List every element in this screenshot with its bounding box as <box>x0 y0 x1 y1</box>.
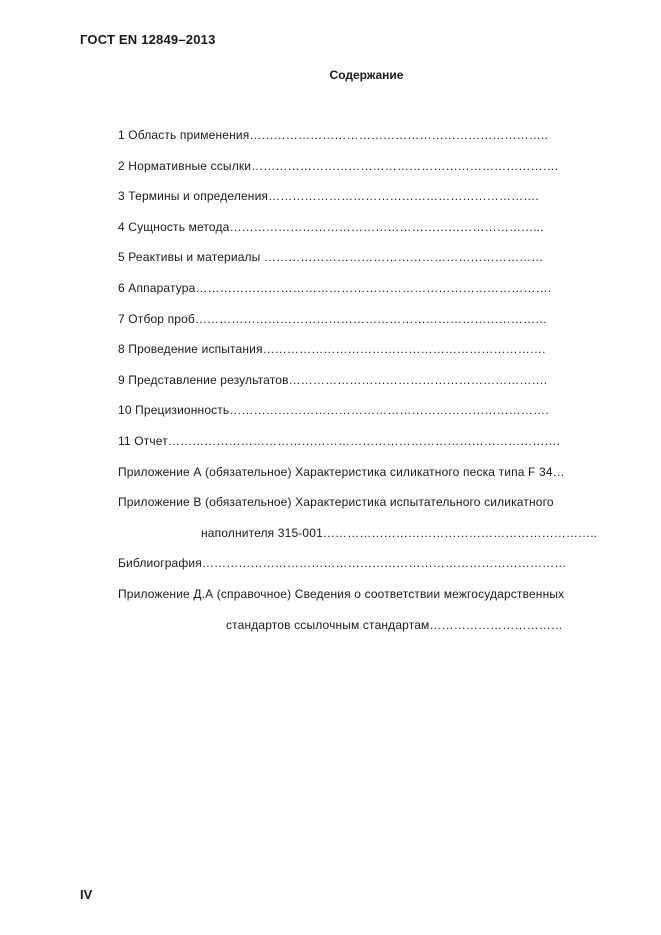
toc-entry-annex-b-continuation: наполнителя 315-001………………………………………………………….. <box>201 525 598 540</box>
toc-entry-method-principle: 4 Сущность метода…………………………………………………………………... <box>118 219 544 234</box>
toc-title: Содержание <box>329 68 404 82</box>
toc-entry-report: 11 Отчет……………………………………………………………………………………. <box>118 433 561 448</box>
toc-entry-terms-definitions: 3 Термины и определения…………………………………………………………. <box>118 189 539 204</box>
toc-entry-apparatus: 6 Аппаратура……………………………………………………………………………. <box>118 280 552 295</box>
toc-entry-results: 9 Представление результатов………………………………………………………. <box>118 372 548 387</box>
toc-entry-normative-references: 2 Нормативные ссылки…………………………………………………………………. <box>118 158 559 173</box>
toc-entry-test-procedure: 8 Проведение испытания……………………………………………………………. <box>118 342 546 357</box>
toc-entry-bibliography: Библиография……………………………………………………………………………… <box>118 556 567 571</box>
toc-entry-scope: 1 Область применения……………………………………………………………….. <box>118 128 548 142</box>
document-header: ГОСТ EN 12849–2013 <box>80 32 216 47</box>
toc-entry-sampling: 7 Отбор проб…………………………………………………………………………… <box>118 311 548 326</box>
table-of-contents <box>118 124 618 644</box>
toc-entry-annex-b: Приложение В (обязательное) Характеристика испытательного силикатного <box>118 495 554 510</box>
toc-entry-annex-da-continuation: стандартов ссылочным стандартам…………………………… <box>226 617 564 632</box>
toc-entry-precision: 10 Прецизионность……………………………………………………………………. <box>118 403 549 418</box>
page-number: IV <box>80 887 93 902</box>
toc-entry-annex-da: Приложение Д.А (справочное) Сведения о соответствии межгосударственных <box>118 586 565 601</box>
toc-entry-annex-a: Приложение А (обязательное) Характеристика силикатного песка типа F 34… <box>118 464 565 479</box>
toc-entry-reagents-materials: 5 Реактивы и материалы …………………………………………………………… <box>118 250 544 265</box>
